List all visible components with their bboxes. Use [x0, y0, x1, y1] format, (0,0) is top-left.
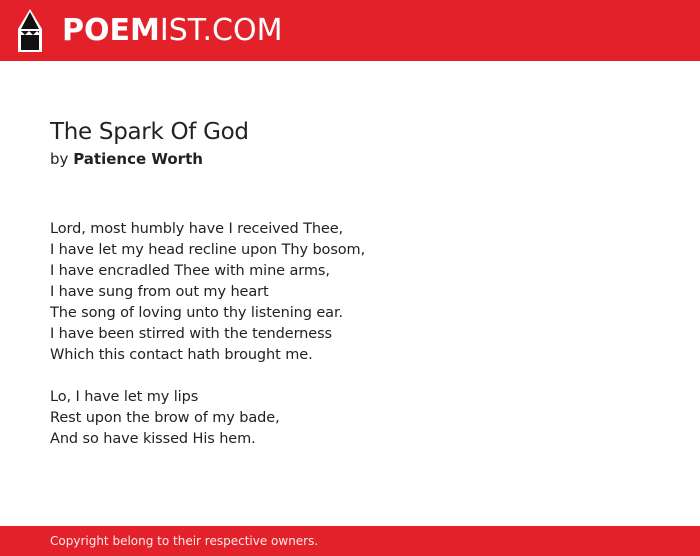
site-header — [0, 0, 700, 61]
site-logo[interactable] — [62, 12, 282, 50]
poem-line: And so have kissed His hem. — [50, 431, 256, 447]
poem-stanza — [50, 387, 650, 450]
pencil-icon[interactable] — [18, 9, 42, 52]
poem-line: I have been stirred with the tenderness — [50, 326, 332, 342]
copyright-text: Copyright belong to their respective owners. — [50, 534, 319, 548]
site-footer — [0, 526, 700, 556]
poem-line: I have sung from out my heart — [50, 284, 269, 300]
poem-body — [50, 219, 650, 471]
logo-bold-text: POEM — [62, 13, 160, 48]
poem-stanza — [50, 219, 650, 366]
poem-line: Rest upon the brow of my bade, — [50, 410, 280, 426]
poem-line: I have encradled Thee with mine arms, — [50, 263, 330, 279]
poem-byline — [50, 149, 203, 169]
poem-line: Lord, most humbly have I received Thee, — [50, 221, 344, 237]
by-label: by — [50, 150, 69, 168]
poem-line: Which this contact hath brought me. — [50, 347, 313, 363]
poem-line: I have let my head recline upon Thy bosom, — [50, 242, 366, 258]
logo-light-text: IST.COM — [159, 13, 283, 48]
poem-title: The Spark Of God — [50, 119, 249, 145]
poem-line: The song of loving unto thy listening ear. — [50, 305, 344, 321]
poem-author: Patience Worth — [73, 150, 203, 168]
poem-line: Lo, I have let my lips — [50, 389, 199, 405]
